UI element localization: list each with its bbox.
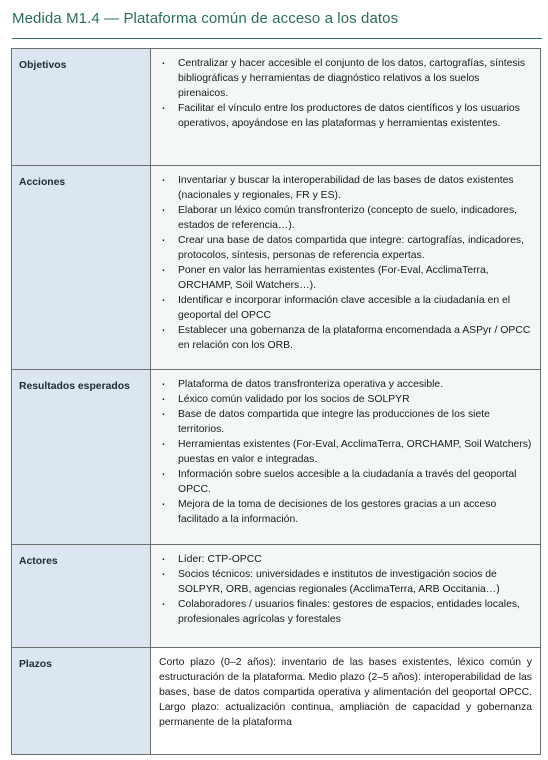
list-item: . Herramientas existentes (For-Eval, AcclimaTerra, ORCHAMP, Soil Watchers) puestas en valor e integradas.	[159, 437, 532, 467]
bullet-list	[159, 377, 532, 527]
row-label: Objetivos	[12, 49, 151, 166]
row-label: Actores	[12, 545, 151, 648]
row-content	[151, 166, 541, 370]
row-content	[151, 49, 541, 166]
table-row-plazos	[12, 648, 541, 755]
list-item: . Mejora de la toma de decisiones de los gestores gracias a un acceso facilitado a la información.	[159, 497, 532, 527]
list-item: . Centralizar y hacer accesible el conjunto de los datos, cartografías, síntesis bibliográficas y herramientas de diagnóstico relativos a los suelos pirenaicos.	[159, 56, 532, 101]
page-title: Medida M1.4 — Plataforma común de acceso a los datos	[12, 10, 399, 27]
list-item: . Facilitar el vínculo entre los productores de datos científicos y los usuarios operativos, apoyándose en las plataformas y herramientas existentes.	[159, 101, 532, 131]
list-item: . Poner en valor las herramientas existentes (For-Eval, AcclimaTerra, ORCHAMP, Soil Watchers…).	[159, 263, 532, 293]
bullet-list	[159, 56, 532, 131]
table-row-actores	[12, 545, 541, 648]
row-label: Resultados esperados	[12, 370, 151, 545]
bullet-list	[159, 552, 532, 627]
list-item: . Léxico común validado por los socios de SOLPYR	[159, 392, 532, 407]
table-row-resultados	[12, 370, 541, 545]
measure-table	[11, 48, 541, 755]
list-item: . Identificar e incorporar información clave accesible a la ciudadanía en el geoportal del OPCC	[159, 293, 532, 323]
list-item: . Establecer una gobernanza de la plataforma encomendada a ASPyr / OPCC en relación con los ORB.	[159, 323, 532, 353]
list-item: . Información sobre suelos accesible a la ciudadanía a través del geoportal OPCC.	[159, 467, 532, 497]
row-label: Acciones	[12, 166, 151, 370]
list-item: . Inventariar y buscar la interoperabilidad de las bases de datos existentes (nacionales y regionales, FR y ES).	[159, 173, 532, 203]
table-row-objetivos	[12, 49, 541, 166]
list-item: . Crear una base de datos compartida que integre: cartografías, indicadores, protocolos, síntesis, personas de referencia expertas.	[159, 233, 532, 263]
title-divider	[12, 38, 542, 39]
list-item: . Socios técnicos: universidades e institutos de investigación socios de SOLPYR, ORB, agencias regionales (AcclimaTerra, ARB Occitania…)	[159, 567, 532, 597]
plazos-text: Corto plazo (0–2 años): inventario de las bases existentes, léxico común y estructuración de la plataforma. Medio plazo (2–5 años): interoperabilidad de las bases, base de datos compartida operativa y alimentación del geoportal OPCC. Largo plazo: actualización continua, ampliación de capacidad y gobernanza permanente de la plataforma	[159, 657, 532, 728]
list-item: . Elaborar un léxico común transfronterizo (concepto de suelo, indicadores, estados de referencia…).	[159, 203, 532, 233]
list-item: . Plataforma de datos transfronteriza operativa y accesible.	[159, 377, 532, 392]
row-content	[151, 545, 541, 648]
list-item: . Base de datos compartida que integre las producciones de los siete territorios.	[159, 407, 532, 437]
list-item: . Líder: CTP-OPCC	[159, 552, 532, 567]
table-row-acciones	[12, 166, 541, 370]
row-content	[151, 648, 541, 755]
bullet-list	[159, 173, 532, 353]
row-content	[151, 370, 541, 545]
list-item: . Colaboradores / usuarios finales: gestores de espacios, entidades locales, profesionales agrícolas y forestales	[159, 597, 532, 627]
row-label: Plazos	[12, 648, 151, 755]
